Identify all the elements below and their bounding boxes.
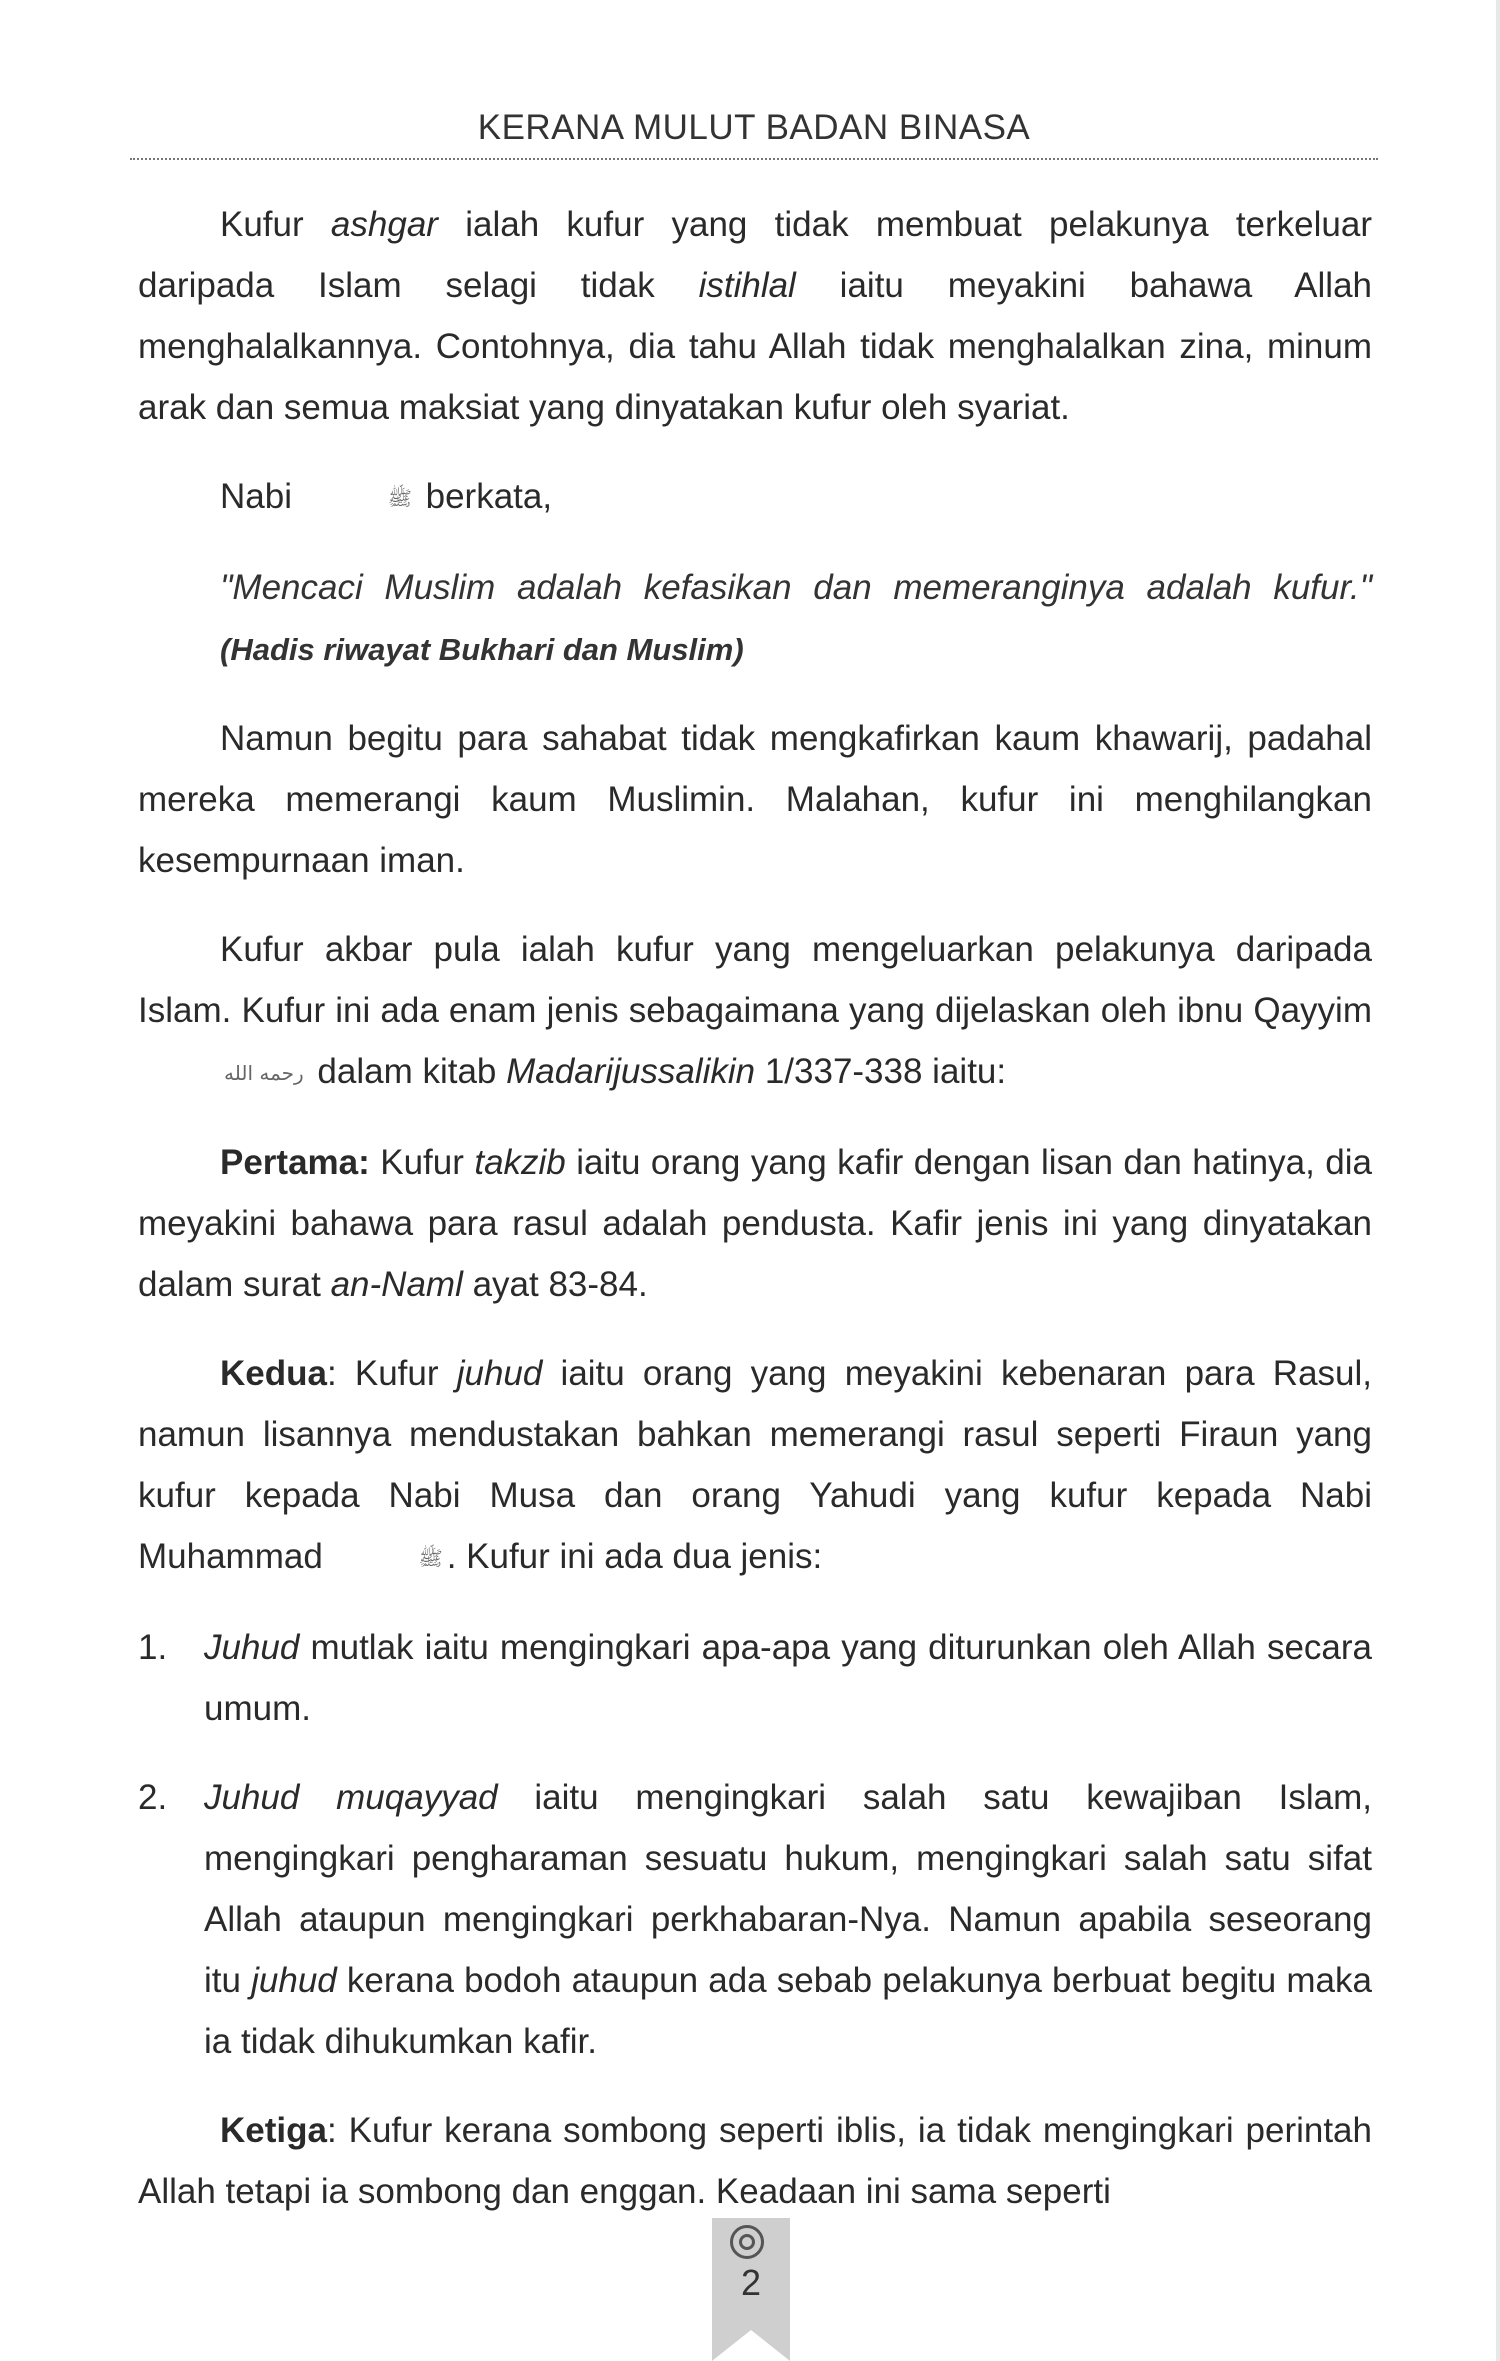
page-tab-notch <box>712 2330 790 2361</box>
honorific-glyph: ﷺ <box>418 1546 443 1570</box>
body-text <box>138 194 1372 2222</box>
paragraph-pertama: Pertama: Kufur takzib iaitu orang yang kafir dengan lisan dan hatinya, dia meyakini bahawa para rasul adalah pendusta. Kafir jenis ini yang dinyatakan dalam surat an-Naml ayat 83-84. <box>138 1143 1372 1304</box>
paragraph-khawarij: Namun begitu para sahabat tidak mengkafirkan kaum khawarij, padahal mereka memerangi kaum Muslimin. Malahan, kufur ini menghilangkan kesempurnaan iman. <box>138 719 1372 880</box>
page-number: 2 <box>740 2262 762 2303</box>
paragraph-kufur-ashgar: Kufur ashgar ialah kufur yang tidak membuat pelakunya terkeluar daripada Islam selagi tidak istihlal iaitu meyakini bahawa Allah menghalalkannya. Contohnya, dia tahu Allah tidak menghalalkan zina, minum arak dan semua maksiat yang dinyatakan kufur oleh syariat. <box>138 205 1372 427</box>
list-item: 2. Juhud muqayyad iaitu mengingkari salah satu kewajiban Islam, mengingkari pengharaman sesuatu hukum, mengingkari salah satu sifat Allah ataupun mengingkari perkhabaran-Nya. Namun apabila seseorang itu juhud kerana bodoh ataupun ada sebab pelakunya berbuat begitu maka ia tidak dihukumkan kafir. <box>138 1767 1372 2072</box>
paragraph-nabi-berkata: Nabi ﷺ berkata, <box>138 466 1372 529</box>
paragraph-ketiga: Ketiga: Kufur kerana sombong seperti iblis, ia tidak mengingkari perintah Allah tetapi ia sombong dan enggan. Keadaan ini sama seperti <box>138 2111 1372 2211</box>
list-item: 1. Juhud mutlak iaitu mengingkari apa-apa yang diturunkan oleh Allah secara umum. <box>138 1617 1372 1739</box>
list-number: 2. <box>138 1778 168 1817</box>
list-number: 1. <box>138 1628 168 1667</box>
hadith-reference: (Hadis riwayat Bukhari dan Muslim) <box>220 632 744 667</box>
page-edge <box>1496 0 1500 2361</box>
honorific-glyph: رحمه الله <box>224 1061 304 1085</box>
ornament-circle-icon <box>730 2225 764 2259</box>
hadith-quote: "Mencaci Muslim adalah kefasikan dan memeranginya adalah kufur." (Hadis riwayat Bukhari dan Muslim) <box>220 568 1372 667</box>
paragraph-kufur-akbar: Kufur akbar pula ialah kufur yang mengeluarkan pelakunya daripada Islam. Kufur ini ada enam jenis sebagaimana yang dijelaskan oleh ibnu Qayyim رحمه الله dalam kitab Madarijussalikin 1/337-338 iaitu: <box>138 919 1372 1104</box>
honorific-glyph: ﷺ <box>387 486 412 510</box>
running-header: KERANA MULUT BADAN BINASA <box>477 108 1031 147</box>
paragraph-kedua: Kedua: Kufur juhud iaitu orang yang meyakini kebenaran para Rasul, namun lisannya mendustakan bahkan memerangi rasul seperti Firaun yang kufur kepada Nabi Musa dan orang Yahudi yang kufur kepada Nabi Muhammad ﷺ . Kufur ini ada dua jenis: <box>138 1343 1372 1589</box>
header-rule <box>130 158 1378 160</box>
